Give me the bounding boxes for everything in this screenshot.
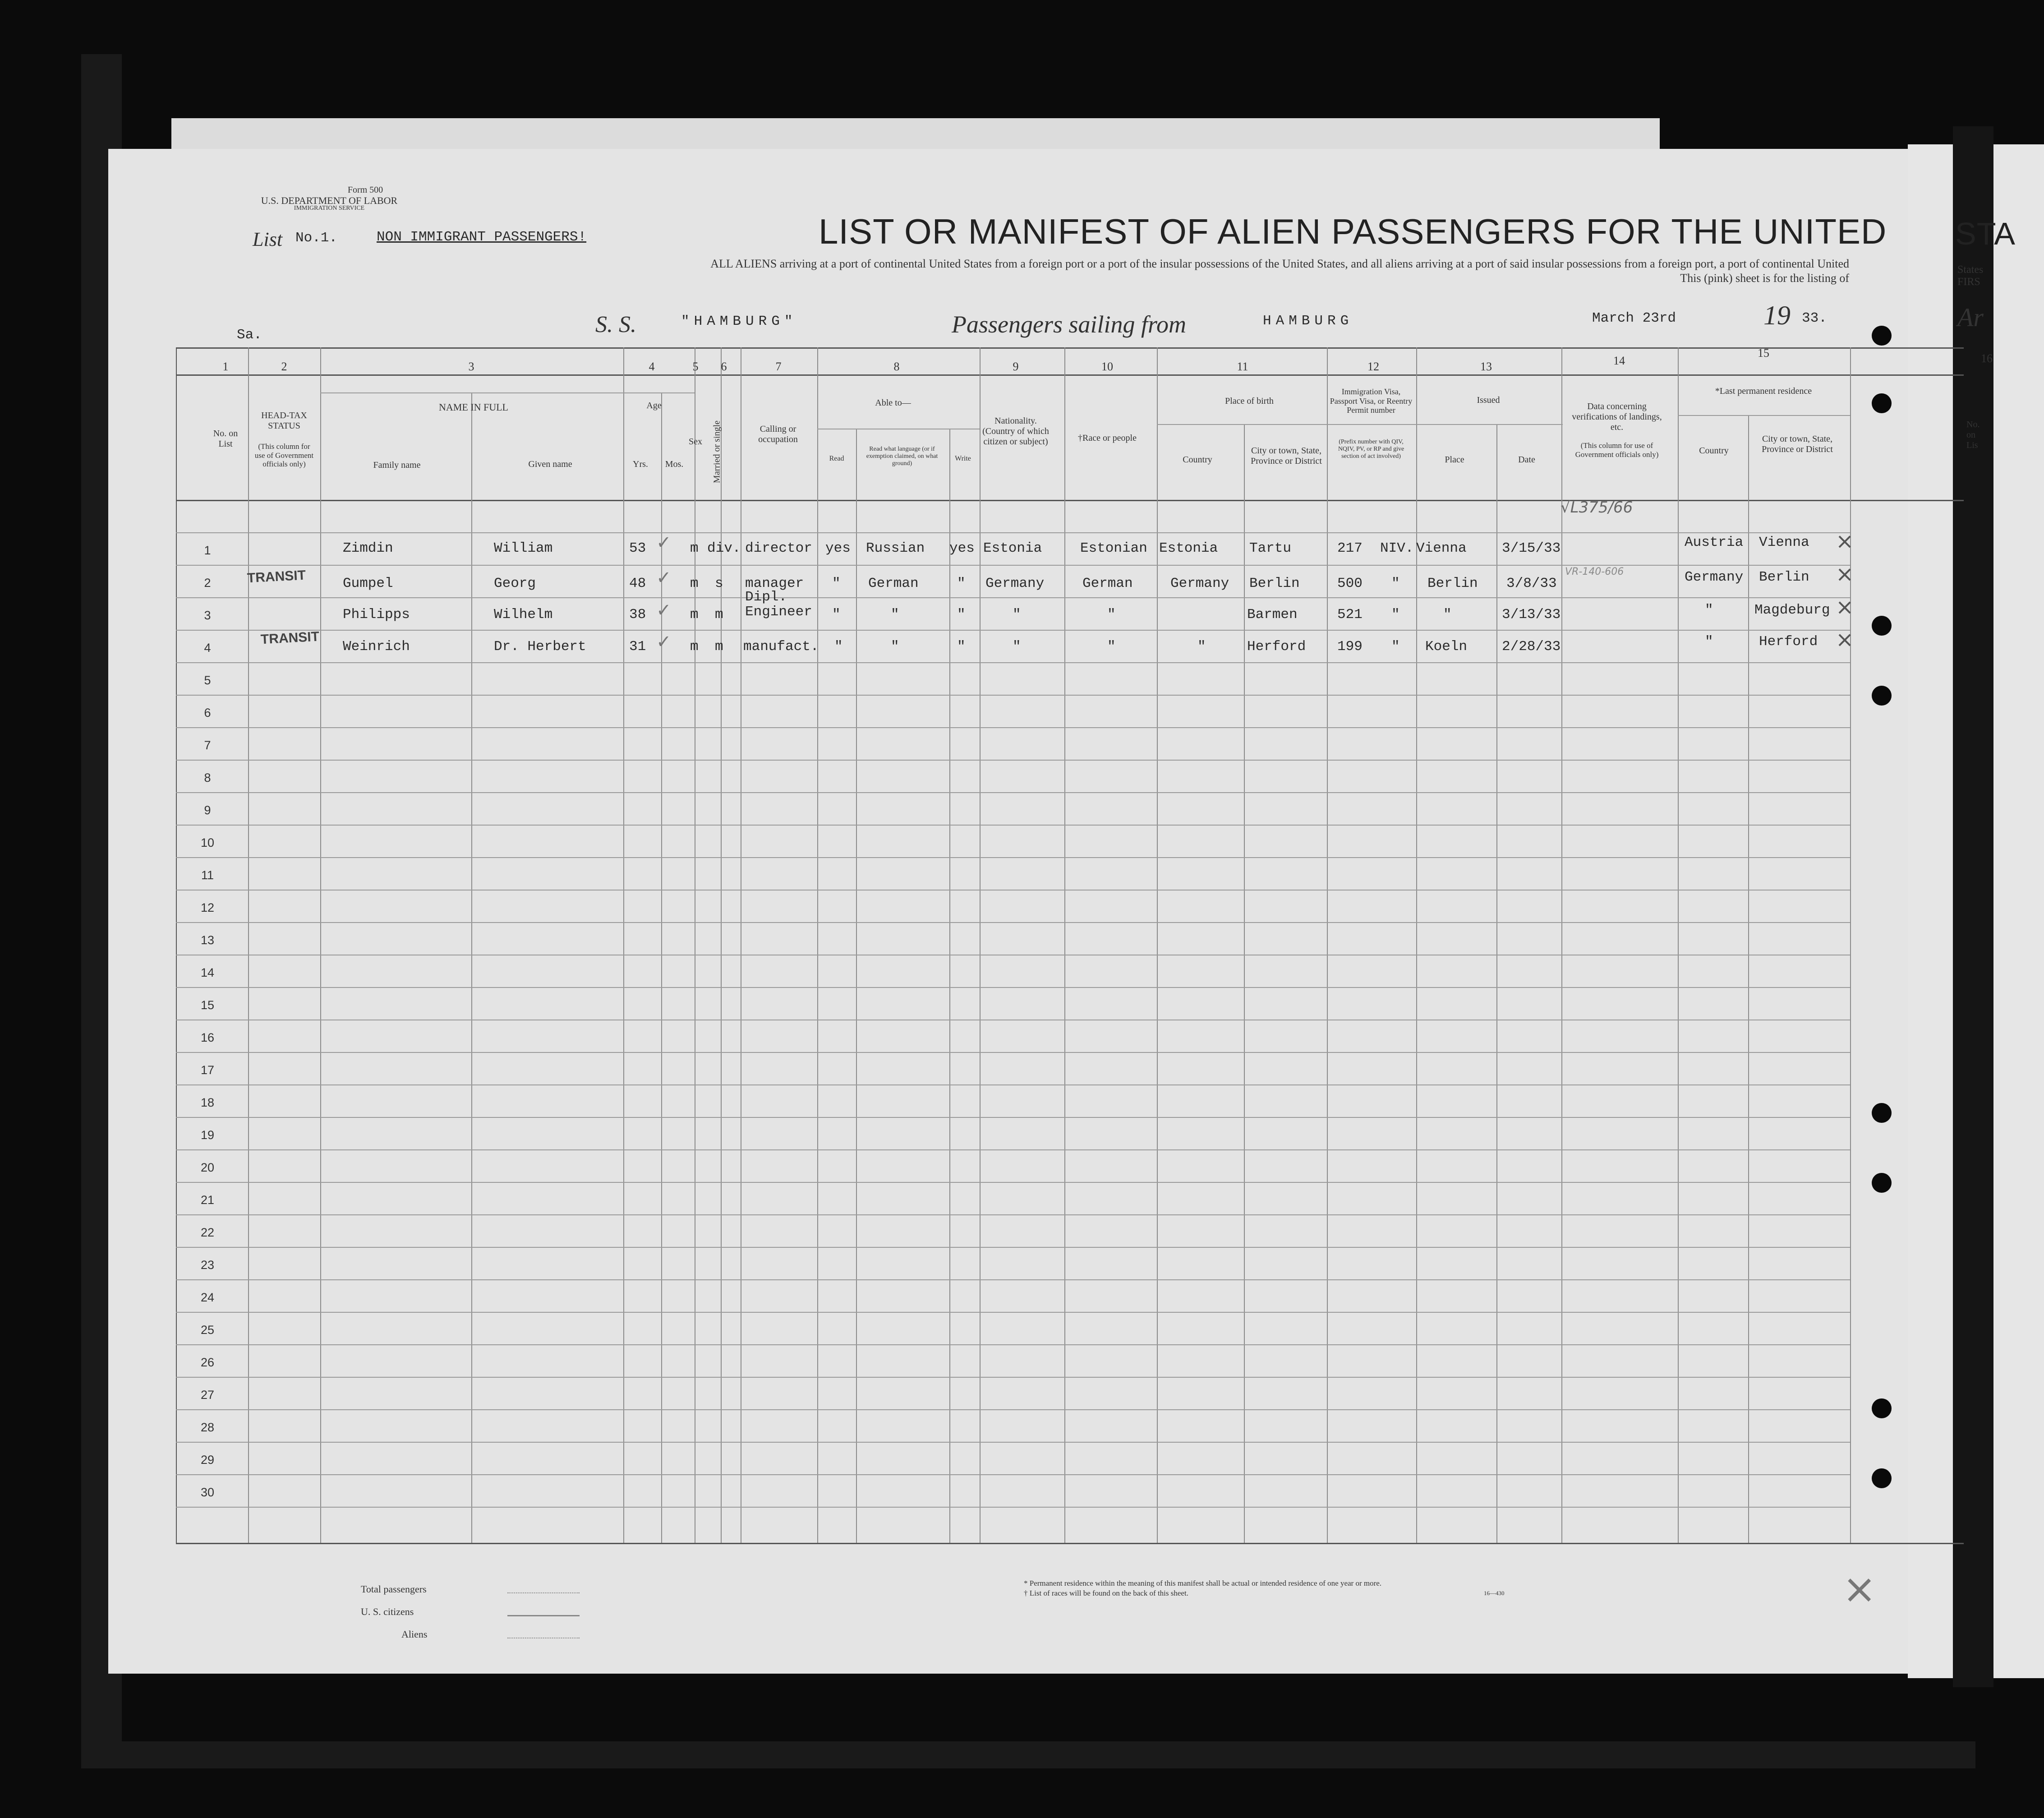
residence-city: Berlin (1759, 569, 1809, 585)
heading-name-in-full: NAME IN FULL (439, 401, 508, 413)
col-number: 15 (1758, 346, 1769, 360)
given-name: Dr. Herbert (494, 639, 586, 655)
birth-country: Germany (1170, 576, 1229, 591)
birth-city: Barmen (1247, 607, 1298, 623)
family-name: Gumpel (343, 576, 393, 591)
row-number: 10 (200, 836, 215, 849)
heading-visa: Immigration Visa, Passport Visa, or Reentry Permit number (1330, 387, 1413, 415)
manifest-subtitle: ALL ALIENS arriving at a port of continental United States from a foreign port or a port of the insular possessions of the United States, and all aliens arriving at a port of said insular possessions from a foreign port, a port of continental United (710, 257, 1849, 270)
sex: m (690, 540, 699, 556)
col-number: 4 (649, 360, 655, 373)
row-number: 17 (200, 1063, 215, 1077)
given-name: Georg (494, 576, 536, 591)
row-number: 27 (200, 1388, 215, 1402)
total-passengers-line (507, 1592, 580, 1593)
age-years: 48 (629, 576, 646, 591)
col-number: 7 (775, 360, 782, 373)
heading-col16-fragment: No. on Lis (1966, 420, 1980, 450)
nationality: Germany (985, 576, 1045, 591)
title-continued: STA (1955, 216, 2016, 251)
prefix-code: Sa. (237, 327, 262, 343)
form-number: Form 500 (347, 185, 383, 195)
marital-status: m (715, 607, 723, 623)
footnote-races: † List of races will be found on the back of this sheet. (1024, 1589, 1188, 1597)
heading-nationality: Nationality. (Country of which citizen or subject) (982, 416, 1049, 447)
heading-age: Age (646, 401, 662, 411)
sailing-from-label: Passengers sailing from (952, 311, 1187, 338)
row-number: 12 (200, 901, 215, 914)
visa-number: 199 (1337, 639, 1363, 655)
year-suffix: 33. (1802, 310, 1827, 326)
heading-head-tax-note: (This column for use of Government officials only) (254, 442, 314, 469)
language: " (891, 607, 899, 623)
cross-mark-icon: × (1836, 595, 1854, 620)
visa-type: NIV. (1380, 540, 1414, 556)
birth-city: Herford (1247, 639, 1306, 655)
col-number: 14 (1613, 354, 1625, 367)
heading-able-to: Able to— (875, 398, 911, 408)
nationality: " (1013, 607, 1021, 623)
can-write: yes (949, 540, 975, 556)
occupation: director (745, 540, 812, 556)
cross-mark-icon: × (1842, 1565, 1877, 1613)
film-frame-bottom (81, 1741, 1975, 1768)
col-number: 3 (468, 360, 474, 373)
col-number: 5 (692, 360, 699, 373)
row-number: 6 (204, 706, 211, 720)
row-number: 11 (201, 868, 214, 882)
us-citizens-label: U. S. citizens (361, 1606, 414, 1617)
ship-name: "HAMBURG" (681, 314, 797, 329)
heading-family-name: Family name (373, 460, 421, 470)
col-number: 12 (1367, 360, 1379, 373)
verification-note: VR-140-606 (1565, 566, 1624, 577)
heading-race: †Race or people (1078, 433, 1137, 443)
marital-status: m (715, 639, 723, 655)
heading-issued: Issued (1477, 395, 1500, 405)
heading-read-language: Read what language (or if exemption claimed, on what ground) (866, 446, 938, 467)
row-number: 7 (204, 738, 211, 752)
given-name: William (494, 540, 553, 556)
can-read: yes (825, 540, 851, 556)
issued-place: Berlin (1427, 576, 1478, 591)
row-number: 29 (200, 1453, 215, 1467)
issued-place: Koeln (1425, 639, 1468, 655)
col-number: 6 (721, 360, 727, 373)
age-years: 31 (629, 639, 646, 655)
can-read: " (832, 607, 841, 623)
issued-date: 3/13/33 (1502, 607, 1561, 623)
language: Russian (866, 540, 925, 556)
nationality: Estonia (983, 540, 1042, 556)
family-name: Weinrich (343, 639, 410, 655)
issued-place: " (1443, 607, 1452, 623)
arriving-fragment: Ar (1957, 303, 1984, 332)
aliens-label: Aliens (401, 1629, 428, 1640)
issued-date: 3/8/33 (1506, 576, 1557, 591)
given-name: Wilhelm (494, 607, 553, 623)
heading-head-tax: HEAD-TAX STATUS (261, 411, 307, 431)
heading-issued-place: Place (1445, 455, 1464, 465)
heading-write: Write (955, 455, 971, 462)
row-number: 28 (200, 1421, 215, 1434)
heading-yrs: Yrs. (633, 459, 648, 469)
heading-read: Read (829, 455, 844, 462)
sex: m (690, 607, 699, 623)
row-number: 4 (204, 641, 211, 655)
race: Estonian (1080, 540, 1147, 556)
visa-type: " (1391, 607, 1400, 623)
can-read: " (834, 639, 843, 655)
heading-calling: Calling or occupation (758, 424, 798, 444)
ss-label: S. S. (595, 312, 636, 337)
row-number: 1 (204, 544, 211, 557)
sex: m (690, 639, 699, 655)
total-passengers-label: Total passengers (361, 1583, 427, 1595)
row-number: 15 (200, 998, 215, 1012)
can-read: " (832, 576, 841, 591)
residence-country: " (1705, 634, 1713, 650)
transit-stamp: TRANSIT (247, 568, 306, 586)
us-citizens-line (507, 1615, 580, 1616)
col-number: 9 (1013, 360, 1019, 373)
can-write: " (957, 639, 966, 655)
language: " (891, 639, 899, 655)
row-number: 19 (200, 1128, 215, 1142)
row-number: 14 (200, 966, 215, 979)
row-number: 3 (204, 609, 211, 622)
col-number: 1 (222, 360, 229, 373)
col-number: 10 (1101, 360, 1113, 373)
department-label: U.S. DEPARTMENT OF LABOR (261, 195, 398, 206)
issued-place: Vienna (1416, 540, 1467, 556)
col-number: 13 (1480, 360, 1492, 373)
birth-country: " (1197, 639, 1206, 655)
row-number: 20 (200, 1161, 215, 1174)
birth-city: Berlin (1249, 576, 1300, 591)
verification-note: √L375/66 (1561, 498, 1633, 517)
manifest-title: LIST OR MANIFEST OF ALIEN PASSENGERS FOR THE UNITED (819, 212, 1887, 251)
row-number: 2 (204, 576, 211, 590)
residence-country: Austria (1685, 535, 1744, 550)
issued-date: 3/15/33 (1502, 540, 1561, 556)
year-prefix: 19 (1763, 300, 1791, 330)
visa-number: 521 (1337, 607, 1363, 623)
check-mark-icon: ✓ (656, 600, 672, 621)
race: " (1107, 639, 1116, 655)
cross-mark-icon: × (1836, 529, 1854, 554)
nationality: " (1013, 639, 1021, 655)
row-number: 26 (200, 1356, 215, 1369)
row-number: 22 (200, 1226, 215, 1239)
heading-residence-country: Country (1699, 446, 1729, 456)
col-number: 11 (1237, 360, 1248, 373)
row-number: 30 (200, 1486, 215, 1499)
row-number: 25 (200, 1323, 215, 1337)
visa-type: " (1391, 576, 1400, 591)
heading-sex: Sex (689, 437, 702, 447)
race: German (1082, 576, 1133, 591)
row-number: 24 (200, 1291, 215, 1304)
check-mark-icon: ✓ (656, 532, 672, 553)
family-name: Zimdin (343, 540, 393, 556)
manifest-grid (176, 347, 1964, 1529)
age-years: 53 (629, 540, 646, 556)
row-number: 18 (200, 1096, 215, 1109)
row-number: 5 (204, 674, 211, 687)
birth-country: Estonia (1159, 540, 1218, 556)
marital-status: div. (707, 540, 741, 556)
heading-mos: Mos. (665, 459, 684, 469)
cross-mark-icon: × (1836, 627, 1854, 652)
heading-verifications-note: (This column for use of Government officials only) (1575, 441, 1659, 459)
heading-last-residence: *Last permanent residence (1715, 386, 1812, 396)
residence-city: Herford (1759, 634, 1818, 650)
family-name: Philipps (343, 607, 410, 623)
language: German (868, 576, 919, 591)
list-type: NON IMMIGRANT PASSENGERS! (377, 229, 587, 245)
heading-given-name: Given name (528, 459, 572, 469)
birth-city: Tartu (1249, 540, 1292, 556)
visa-type: " (1391, 639, 1400, 655)
check-mark-icon: ✓ (656, 568, 672, 588)
heading-birth-city: City or town, State, Province or District (1251, 446, 1322, 466)
sailing-date: March 23rd (1592, 310, 1676, 326)
row-number: 23 (200, 1258, 215, 1272)
footnote-residence: * Permanent residence within the meaning of this manifest shall be actual or intended residence of one year or more. (1024, 1579, 1382, 1587)
list-number: No.1. (295, 230, 338, 246)
check-mark-icon: ✓ (656, 632, 672, 652)
residence-city: Vienna (1759, 535, 1809, 550)
residence-city: Magdeburg (1754, 602, 1830, 618)
marital-status: s (715, 576, 723, 591)
row-number: 21 (200, 1193, 215, 1207)
manifest-subtitle-2: This (pink) sheet is for the listing of (1680, 272, 1849, 285)
issued-date: 2/28/33 (1502, 639, 1561, 655)
row-number: 16 (200, 1031, 215, 1044)
col-number: 16 (1981, 352, 1993, 365)
service-label: IMMIGRATION SERVICE (294, 205, 365, 212)
departure-port: HAMBURG (1263, 313, 1353, 329)
residence-country: Germany (1685, 569, 1744, 585)
heading-visa-note: (Prefix number with QIV, NQIV, PV, or RP and give section of act involved) (1338, 438, 1404, 460)
row-number: 8 (204, 771, 211, 784)
heading-no-on-list: No. on List (213, 429, 238, 449)
side-note: States FIRS (1957, 264, 1984, 288)
residence-country: " (1705, 602, 1713, 618)
occupation: manufact. (743, 639, 819, 655)
col-number: 2 (281, 360, 287, 373)
heading-married: Married or single (712, 420, 722, 483)
heading-verifications: Data concerning verifications of landings, etc. (1572, 401, 1662, 432)
sex: m (690, 576, 699, 591)
can-write: " (957, 576, 966, 591)
col-number: 8 (893, 360, 900, 373)
heading-place-of-birth: Place of birth (1225, 396, 1274, 406)
punch-hole (1872, 326, 1892, 346)
can-write: " (957, 607, 966, 623)
occupation: Dipl. Engineer (745, 589, 812, 620)
row-number: 9 (204, 803, 211, 817)
transit-stamp: TRANSIT (260, 629, 320, 647)
heading-issued-date: Date (1518, 455, 1535, 465)
list-label: List (253, 228, 283, 250)
cross-mark-icon: × (1836, 562, 1854, 587)
occupation: manager (745, 576, 804, 591)
heading-birth-country: Country (1183, 455, 1212, 465)
age-years: 38 (629, 607, 646, 623)
form-reference: 16—430 (1484, 1590, 1505, 1597)
visa-number: 500 (1337, 576, 1363, 591)
race: " (1107, 607, 1116, 623)
row-number: 13 (200, 933, 215, 947)
heading-residence-city: City or town, State, Province or District (1762, 434, 1833, 454)
visa-number: 217 (1337, 540, 1363, 556)
